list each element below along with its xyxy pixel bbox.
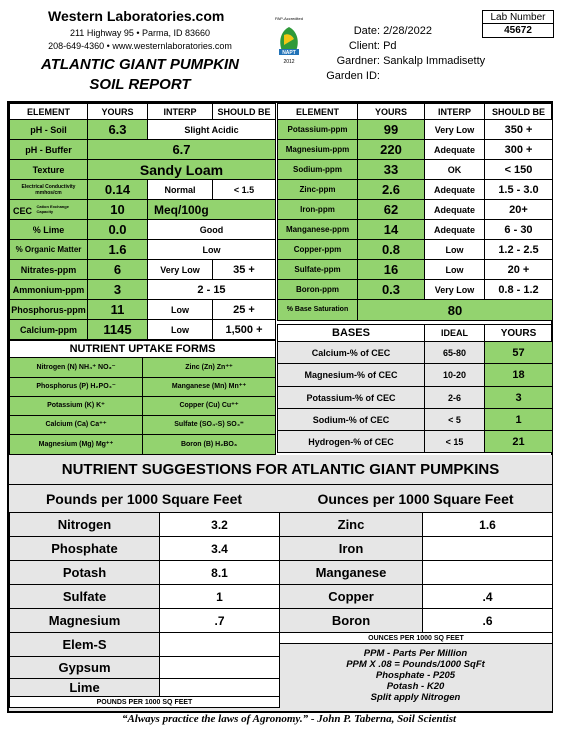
row-boron: Boron-ppm 0.3 Very Low 0.8 - 1.2: [278, 280, 553, 300]
row-lime: % Lime 0.0 Good: [10, 220, 276, 240]
report-title-1: ATLANTIC GIANT PUMPKIN: [40, 56, 240, 73]
row-ph-buffer: pH - Buffer 6.7: [10, 140, 276, 160]
row-calcium: Calcium-ppm 1145 Low 1,500 +: [10, 320, 276, 340]
right-results-table: ELEMENT YOURS INTERP SHOULD BE Potassium-ppm 99 Very Low 350 + Magnesium-ppm 220 Adequate 300 + Sodium-ppm 33 OK < 150 Zinc-ppm 2.6 Adequate 1.5 - 3.0 Iron-ppm 62 Adequate 20+ Manganese-ppm 14 Adequate 6 - 30 Copper-ppm 0.8 Low 1.2 - 2.5 Sulfate-ppm 16 Low 20 + Boron-ppm 0.3 Very Low 0.8 - 1.2 % Base Saturation 80: [277, 103, 553, 321]
row-texture: Texture Sandy Loam: [10, 160, 276, 180]
row-ec: Electrical Conductivity mmhos/cm 0.14 Normal < 1.5: [10, 180, 276, 200]
row-manganese: Manganese-ppm 14 Adequate 6 - 30: [278, 220, 553, 240]
row-cec: CEC Cation Exchange Capacity 10 Meq/100g: [10, 200, 276, 220]
row-ammonium: Ammonium-ppm 3 2 - 15: [10, 280, 276, 300]
uptake-table: NUTRIENT UPTAKE FORMS Nitrogen (N) NH₄⁺ NO₃⁻ Zinc (Zn) Zn⁺⁺ Phosphorus (P) H₂PO₄⁻ Manganese (Mn) Mn⁺⁺ Potassium (K) K⁺ Copper (Cu) Cu⁺⁺ Calcium (Ca) Ca⁺⁺ Sulfate (SO₄-S) SO₄⁼ Magnesium (Mg) Mg⁺⁺ Boron (B) H₂BO₃: [9, 340, 276, 455]
ounces-title: Ounces per 1000 Square Feet: [317, 491, 514, 507]
bases-hydrogen: Hydrogen-% of CEC < 15 21: [278, 431, 553, 453]
bases-magnesium: Magnesium-% of CEC 10-20 18: [278, 364, 553, 387]
lab-number-box: Lab Number 45672: [482, 10, 554, 38]
footer-quote: “Always practice the laws of Agronomy.” - John P. Taberna, Soil Scientist: [121, 713, 457, 725]
pounds-title: Pounds per 1000 Square Feet: [45, 491, 243, 507]
notes: PPM - Parts Per Million PPM X .08 = Pounds/1000 SqFt Phosphate - P205 Potash - K20 Split apply Nitrogen: [346, 648, 485, 703]
row-nitrates: Nitrates-ppm 6 Very Low 35 +: [10, 260, 276, 280]
pounds-table: Nitrogen 3.2 Phosphate 3.4 Potash 8.1 Sulfate 1 Magnesium .7 Elem-S Gypsum Lime POUNDS PER 1000 SQ FEET: [9, 512, 280, 708]
bases-table: BASES IDEAL YOURS Calcium-% of CEC 65-80 57 Magnesium-% of CEC 10-20 18 Potassium-% of CEC 2-6 3 Sodium-% of CEC < 5 1 Hydrogen-% of CEC < 15 21: [277, 324, 553, 453]
bases-potassium: Potassium-% of CEC 2-6 3: [278, 387, 553, 409]
row-copper: Copper-ppm 0.8 Low 1.2 - 2.5: [278, 240, 553, 260]
row-sodium: Sodium-ppm 33 OK < 150: [278, 160, 553, 180]
row-zinc: Zinc-ppm 2.6 Adequate 1.5 - 3.0: [278, 180, 553, 200]
meta-client: Client: Pd: [348, 40, 397, 52]
meta-date: Date: 2/28/2022: [353, 25, 432, 37]
napt-badge-icon: PAP-Accredited NAPT 2012: [275, 16, 303, 65]
suggestions-title: NUTRIENT SUGGESTIONS FOR ATLANTIC GIANT PUMPKINS: [61, 461, 500, 478]
row-base-saturation: % Base Saturation 80: [278, 300, 553, 321]
svg-text:2012: 2012: [283, 59, 295, 65]
row-ph-soil: pH - Soil 6.3 Slight Acidic: [10, 120, 276, 140]
svg-text:NAPT: NAPT: [282, 50, 296, 56]
lab-name: Western Laboratories.com: [48, 8, 225, 24]
lab-address: 211 Highway 95 • Parma, ID 83660: [69, 28, 211, 38]
row-potassium: Potassium-ppm 99 Very Low 350 +: [278, 120, 553, 140]
report-title-2: SOIL REPORT: [89, 76, 191, 93]
meta-garden-id: Garden ID:: [326, 70, 380, 82]
row-magnesium: Magnesium-ppm 220 Adequate 300 +: [278, 140, 553, 160]
row-om: % Organic Matter 1.6 Low: [10, 240, 276, 260]
row-iron: Iron-ppm 62 Adequate 20+: [278, 200, 553, 220]
left-results-table: [9, 103, 276, 340]
ounces-table: Zinc 1.6 Iron Manganese Copper .4 Boron .6 OUNCES PER 1000 SQ FEET: [279, 512, 553, 644]
row-phosphorus: Phosphorus-ppm 11 Low 25 +: [10, 300, 276, 320]
row-sulfate: Sulfate-ppm 16 Low 20 +: [278, 260, 553, 280]
left-header-row: ELEMENT YOURS INTERP SHOULD BE: [10, 104, 276, 120]
bases-calcium: Calcium-% of CEC 65-80 57: [278, 342, 553, 364]
bases-sodium: Sodium-% of CEC < 5 1: [278, 409, 553, 431]
lab-contact: 208-649-4360 • www.westernlaboratories.com: [48, 41, 232, 51]
meta-gardener: Gardner: Sankalp Immadisetty: [336, 55, 486, 67]
